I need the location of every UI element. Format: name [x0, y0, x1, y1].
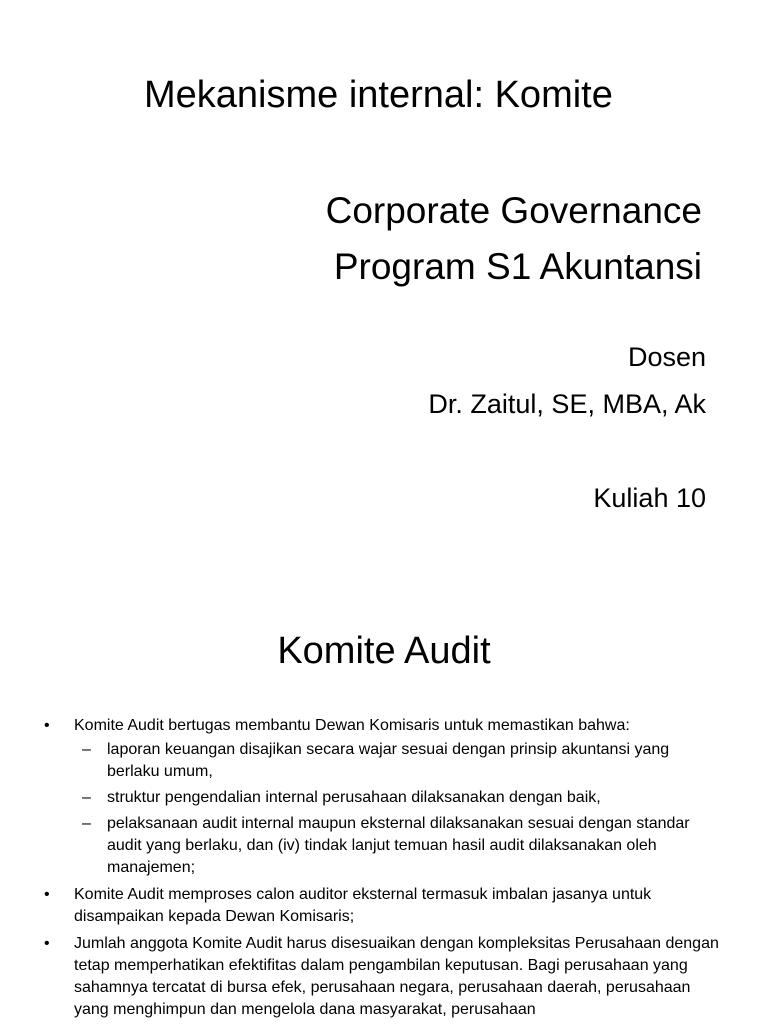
lecturer-label: Dosen	[627, 342, 706, 372]
lecturer-info	[428, 334, 706, 428]
slide-komite-audit	[0, 560, 768, 1024]
bullet-item	[0, 884, 768, 928]
bullet-marker: •	[44, 717, 50, 734]
bullet-text: Komite Audit bertugas membantu Dewan Komisaris untuk memastikan bahwa:	[74, 717, 630, 734]
bullet-marker: •	[44, 886, 50, 903]
sub-bullet-item	[74, 813, 698, 879]
program-name: Program S1 Akuntansi	[333, 246, 702, 287]
sub-bullet-item	[74, 787, 698, 809]
slide-heading: Komite Audit	[277, 630, 491, 672]
bullet-text: Jumlah anggota Komite Audit harus disesuaikan dengan kompleksitas Perusahaan dengan tetap memperhatikan efektifitas dalam pengambilan keputusan. Bagi perusahaan yang sahamnya tercatat di bursa efek, perusahaan negara, perusahaan daerah, perusahaan yang menghimpun dan mengelola dana masyarakat, perusahaan	[74, 935, 719, 1018]
sub-bullet-marker: –	[82, 741, 91, 758]
sub-bullet-list	[74, 739, 728, 879]
course-subtitle	[326, 183, 702, 295]
lecture-number: Kuliah 10	[593, 483, 706, 513]
bullet-text: Komite Audit memproses calon auditor eksternal termasuk imbalan jasanya untuk disampaikan kepada Dewan Komisaris;	[74, 886, 652, 925]
slide-title-heading: Mekanisme internal: Komite	[144, 74, 613, 116]
bullet-marker: •	[44, 935, 50, 952]
course-name: Corporate Governance	[325, 190, 702, 231]
sub-bullet-marker: –	[82, 789, 91, 806]
sub-bullet-item	[74, 739, 698, 783]
sub-bullet-text: pelaksanaan audit internal maupun eksternal dilaksanakan sesuai dengan standar audit yang berlaku, dan (iv) tindak lanjut temuan hasil audit dilaksanakan oleh manajemen;	[107, 815, 690, 876]
sub-bullet-text: laporan keuangan disajikan secara wajar sesuai dengan prinsip akuntansi yang berlaku umum,	[107, 741, 670, 780]
sub-bullet-marker: –	[82, 815, 91, 832]
bullet-list	[0, 715, 768, 1026]
bullet-item	[0, 715, 768, 879]
sub-bullet-text: struktur pengendalian internal perusahaan dilaksanakan dengan baik,	[107, 789, 601, 806]
lecturer-name: Dr. Zaitul, SE, MBA, Ak	[428, 389, 706, 419]
bullet-item	[0, 933, 768, 1021]
